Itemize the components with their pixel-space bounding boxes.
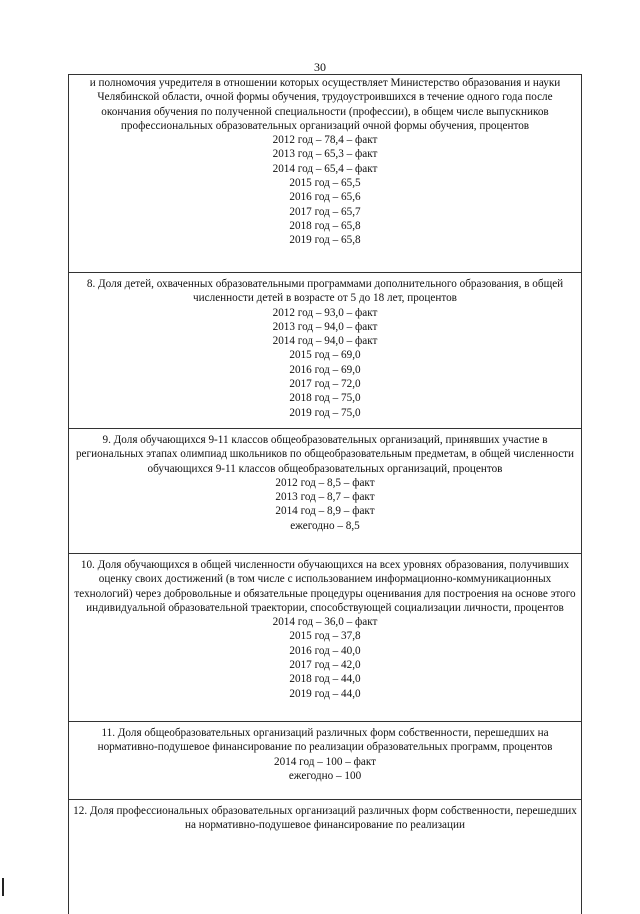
indicator-text-11: 11. Доля общеобразовательных организаций различных форм собственности, перешедших на нормативно-подушевое финансирование по реализации образовательных программ, процентов: [97, 727, 553, 754]
indicator-block-9: [72, 433, 578, 533]
value-item: 2019 год – 44,0: [289, 687, 361, 700]
indicator-text-12: 12. Доля профессиональных образовательных организаций различных форм собственности, перешедших на нормативно-подушевое финансирование по реализации: [73, 805, 577, 832]
value-item: 2014 год – 36,0 – факт: [272, 616, 378, 629]
value-item: 2017 год – 65,7: [289, 205, 361, 218]
indicator-block-10: [72, 558, 578, 701]
margin-mark: [2, 878, 4, 896]
row-divider-10: [68, 553, 582, 554]
value-item: 2019 год – 75,0: [289, 406, 361, 419]
indicator-values-10: [72, 615, 578, 701]
value-item: 2012 год – 8,5 – факт: [275, 476, 375, 489]
row-divider-8: [68, 272, 582, 273]
value-item: 2012 год – 93,0 – факт: [272, 306, 378, 319]
value-item: 2015 год – 69,0: [289, 349, 361, 362]
row-divider-12: [68, 799, 582, 800]
value-item: 2018 год – 44,0: [289, 673, 361, 686]
indicator-text-9: 9. Доля обучающихся 9-11 классов общеобразовательных организаций, принявших участие в региональных этапах олимпиад школьников по общеобразовательным предметам, в общей численности обучающихся 9-11 классов общеобразовательных организаций, процентов: [75, 434, 575, 475]
value-item: 2016 год – 69,0: [289, 363, 361, 376]
value-item: 2014 год – 100 – факт: [274, 755, 376, 768]
value-item: 2015 год – 37,8: [289, 630, 361, 643]
value-item: ежегодно – 100: [288, 769, 362, 782]
value-item: 2013 год – 8,7 – факт: [275, 491, 375, 504]
indicator-text-7: и полномочия учредителя в отношении которых осуществляет Министерство образования и науки Челябинской области, очной формы обучения, трудоустроившихся в течение одного года после окончания обучения по полученной специальности (профессии), в общем числе выпускников профессиональных образовательных организаций очной формы обучения, процентов: [89, 77, 561, 132]
value-item: 2013 год – 65,3 – факт: [272, 148, 378, 161]
value-item: 2014 год – 65,4 – факт: [272, 162, 378, 175]
value-item: 2016 год – 65,6: [289, 191, 361, 204]
row-divider-11: [68, 721, 582, 722]
indicator-values-11: [72, 755, 578, 784]
value-item: 2017 год – 42,0: [289, 659, 361, 672]
value-item: 2018 год – 65,8: [289, 219, 361, 232]
indicator-block-7: [72, 76, 578, 248]
indicator-block-8: [72, 277, 578, 420]
value-item: 2012 год – 78,4 – факт: [272, 134, 378, 147]
page-number: 30: [314, 60, 326, 74]
value-item: 2013 год – 94,0 – факт: [272, 320, 378, 333]
value-item: 2014 год – 8,9 – факт: [275, 505, 375, 518]
value-item: 2014 год – 94,0 – факт: [272, 335, 378, 348]
row-divider-9: [68, 428, 582, 429]
value-item: 2019 год – 65,8: [289, 234, 361, 247]
indicator-block-11: [72, 726, 578, 783]
indicator-text-10: 10. Доля обучающихся в общей численности обучающихся на всех уровнях образования, получивших оценку своих достижений (в том числе с использованием информационно-коммуникационных технологий) через добровольные и обязательные процедуры оценивания для построения на основе этого индивидуальной образовательной траектории, способствующей социализации личности, процентов: [74, 559, 576, 614]
value-item: 2016 год – 40,0: [289, 644, 361, 657]
value-item: 2018 год – 75,0: [289, 392, 361, 405]
value-item: 2015 год – 65,5: [289, 177, 361, 190]
indicator-values-9: [72, 476, 578, 533]
value-item: 2017 год – 72,0: [289, 378, 361, 391]
indicator-values-8: [72, 306, 578, 420]
value-item: ежегодно – 8,5: [290, 519, 360, 532]
indicator-values-7: [72, 133, 578, 247]
indicator-block-12: [72, 804, 578, 833]
indicator-text-8: 8. Доля детей, охваченных образовательными программами дополнительного образования, в общей численности детей в возрасте от 5 до 18 лет, процентов: [86, 278, 564, 305]
